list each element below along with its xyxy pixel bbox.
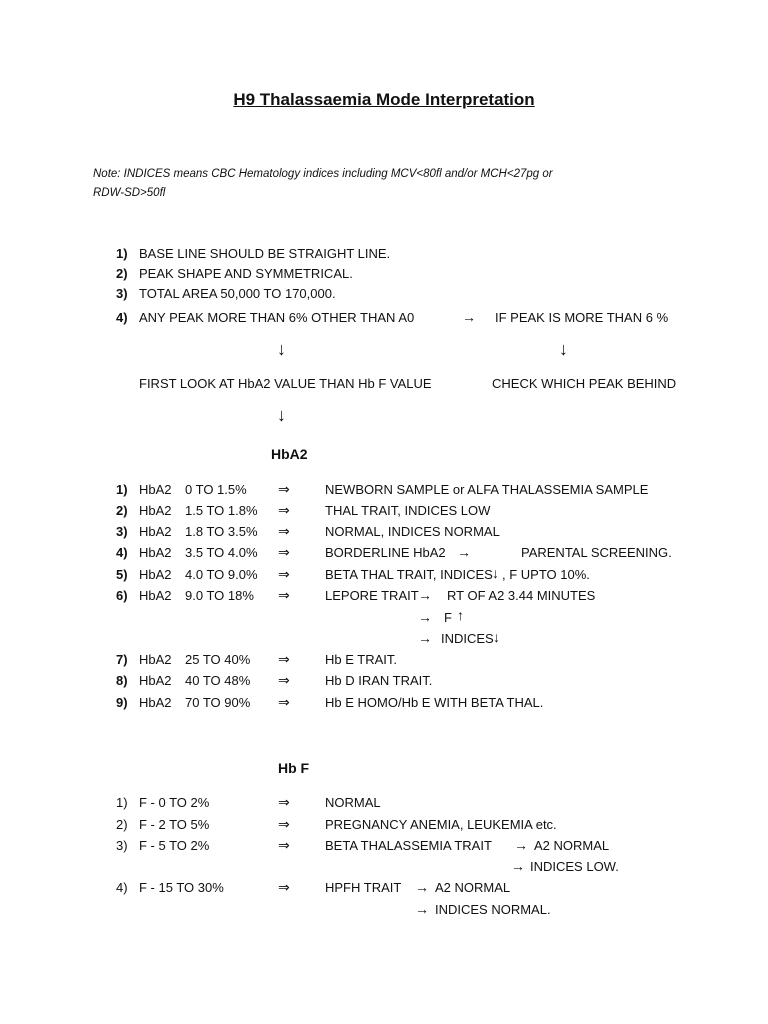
down-arrow-icon: ↓ — [277, 405, 286, 425]
hba2-row-label: HbA2 — [139, 567, 172, 582]
implies-arrow-icon: ⇒ — [278, 523, 290, 539]
page-title: H9 Thalassaemia Mode Interpretation — [233, 90, 535, 109]
hba2-row-num: 1) — [116, 482, 128, 497]
implies-arrow-icon: ⇒ — [278, 651, 290, 667]
hba2-row-sub: F — [444, 610, 452, 625]
hba2-row-num: 9) — [116, 695, 128, 710]
hba2-row-range: 25 TO 40% — [185, 652, 251, 667]
hbf-row-result: HPFH TRAIT — [325, 880, 402, 895]
criteria-num: 2) — [116, 266, 128, 281]
implies-arrow-icon: ⇒ — [278, 587, 290, 603]
hba2-row-num: 7) — [116, 652, 128, 667]
criteria-num: 3) — [116, 286, 128, 301]
hba2-row-num: 6) — [116, 588, 128, 603]
right-arrow-icon: → — [457, 544, 471, 560]
hbf-row-result: NORMAL — [325, 795, 381, 810]
hbf-row-result: BETA THALASSEMIA TRAIT — [325, 838, 492, 853]
hba2-row-range: 0 TO 1.5% — [185, 482, 247, 497]
hba2-row-label: HbA2 — [139, 652, 172, 667]
right-arrow-icon: → — [418, 630, 432, 646]
implies-arrow-icon: ⇒ — [278, 794, 290, 810]
hba2-row-label: HbA2 — [139, 503, 172, 518]
hba2-row-extra: RT OF A2 3.44 MINUTES — [447, 588, 596, 603]
down-arrow-icon: ↓ — [559, 339, 568, 359]
first-look-text: FIRST LOOK AT HbA2 VALUE THAN Hb F VALUE — [139, 376, 432, 391]
hba2-heading: HbA2 — [271, 446, 308, 462]
hba2-row-result: Hb E HOMO/Hb E WITH BETA THAL. — [325, 695, 544, 710]
hba2-row-result: BETA THAL TRAIT, INDICES — [325, 567, 493, 582]
hbf-row-range: F - 15 TO 30% — [139, 880, 224, 895]
criteria-num: 1) — [116, 246, 128, 261]
hbf-row-num: 1) — [116, 795, 128, 810]
hbf-row-extra2: INDICES NORMAL. — [435, 902, 551, 917]
hba2-row-extra: PARENTAL SCREENING. — [521, 545, 672, 560]
if-peak-text: IF PEAK IS MORE THAN 6 % — [495, 310, 669, 325]
hbf-row-range: F - 5 TO 2% — [139, 838, 210, 853]
hba2-row-result: Hb E TRAIT. — [325, 652, 398, 667]
hba2-row-range: 3.5 TO 4.0% — [185, 545, 258, 560]
hbf-row-num: 2) — [116, 817, 128, 832]
right-arrow-icon: → — [511, 858, 525, 874]
hba2-row-range: 1.8 TO 3.5% — [185, 524, 258, 539]
hba2-row-range: 40 TO 48% — [185, 673, 251, 688]
hba2-row-num: 3) — [116, 524, 128, 539]
hbf-row-extra: A2 NORMAL — [435, 880, 511, 895]
implies-arrow-icon: ⇒ — [278, 672, 290, 688]
down-arrow-icon: ↓ — [277, 339, 286, 359]
hba2-row-num: 5) — [116, 567, 128, 582]
hbf-row-range: F - 0 TO 2% — [139, 795, 210, 810]
hba2-row-label: HbA2 — [139, 673, 172, 688]
implies-arrow-icon: ⇒ — [278, 566, 290, 582]
implies-arrow-icon: ⇒ — [278, 502, 290, 518]
implies-arrow-icon: ⇒ — [278, 694, 290, 710]
hbf-row-extra2: INDICES LOW. — [530, 859, 619, 874]
hba2-row-num: 4) — [116, 545, 128, 560]
hbf-row-range: F - 2 TO 5% — [139, 817, 210, 832]
implies-arrow-icon: ⇒ — [278, 816, 290, 832]
note-line-1: Note: INDICES means CBC Hematology indices including MCV<80fl and/or MCH<27pg or — [93, 168, 553, 180]
hba2-row-range: 1.5 TO 1.8% — [185, 503, 258, 518]
hba2-row-result: NEWBORN SAMPLE or ALFA THALASSEMIA SAMPLE — [325, 482, 649, 497]
hba2-row-range: 9.0 TO 18% — [185, 588, 254, 603]
down-arrow-icon: ↓ — [492, 565, 499, 581]
right-arrow-icon: → — [514, 837, 528, 853]
hbf-row-num: 4) — [116, 880, 128, 895]
right-arrow-icon: → — [418, 609, 432, 625]
criteria-text: PEAK SHAPE AND SYMMETRICAL. — [139, 266, 353, 281]
hba2-row-range: 70 TO 90% — [185, 695, 251, 710]
criteria-text: TOTAL AREA 50,000 TO 170,000. — [139, 286, 336, 301]
hbf-heading: Hb F — [278, 760, 310, 776]
hba2-row-sub: INDICES — [441, 631, 494, 646]
hba2-row-result: LEPORE TRAIT — [325, 588, 419, 603]
criteria-num: 4) — [116, 310, 128, 325]
check-peak-text: CHECK WHICH PEAK BEHIND — [492, 376, 677, 391]
hba2-row-label: HbA2 — [139, 588, 172, 603]
hba2-row-result: BORDERLINE HbA2 — [325, 545, 446, 560]
implies-arrow-icon: ⇒ — [278, 481, 290, 497]
criteria-text: ANY PEAK MORE THAN 6% OTHER THAN A0 — [139, 310, 415, 325]
hba2-row-extra: , F UPTO 10%. — [502, 567, 590, 582]
implies-arrow-icon: ⇒ — [278, 837, 290, 853]
hbf-row-result: PREGNANCY ANEMIA, LEUKEMIA etc. — [325, 817, 557, 832]
criteria-text: BASE LINE SHOULD BE STRAIGHT LINE. — [139, 246, 391, 261]
right-arrow-icon: → — [462, 309, 476, 325]
hba2-row-num: 8) — [116, 673, 128, 688]
note-line-2: RDW-SD>50fl — [93, 187, 166, 199]
right-arrow-icon: → — [418, 587, 432, 603]
hba2-row-result: THAL TRAIT, INDICES LOW — [325, 503, 491, 518]
right-arrow-icon: → — [415, 901, 429, 917]
hba2-row-range: 4.0 TO 9.0% — [185, 567, 258, 582]
hba2-row-label: HbA2 — [139, 545, 172, 560]
hba2-row-num: 2) — [116, 503, 128, 518]
hbf-row-extra: A2 NORMAL — [534, 838, 610, 853]
hba2-row-result: NORMAL, INDICES NORMAL — [325, 524, 500, 539]
right-arrow-icon: → — [415, 879, 429, 895]
hbf-row-num: 3) — [116, 838, 128, 853]
hba2-row-result: Hb D IRAN TRAIT. — [325, 673, 433, 688]
down-arrow-icon: ↓ — [493, 629, 500, 645]
implies-arrow-icon: ⇒ — [278, 544, 290, 560]
hba2-row-label: HbA2 — [139, 695, 172, 710]
hba2-row-label: HbA2 — [139, 524, 172, 539]
up-arrow-icon: ↑ — [457, 607, 464, 623]
implies-arrow-icon: ⇒ — [278, 879, 290, 895]
hba2-row-label: HbA2 — [139, 482, 172, 497]
